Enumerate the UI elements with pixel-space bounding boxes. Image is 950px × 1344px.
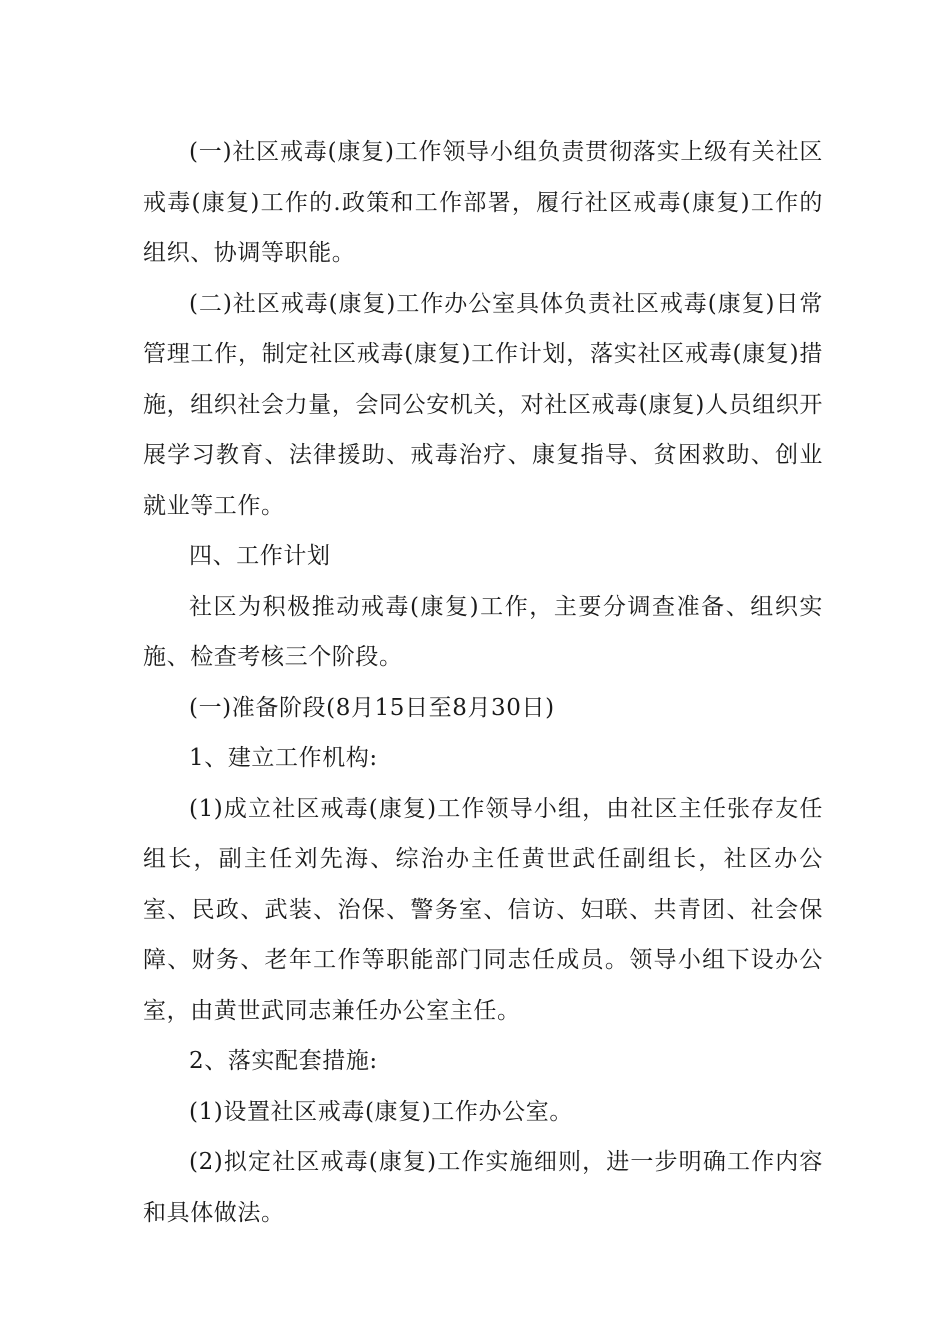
item-establish-organization: 1、建立工作机构: — [189, 745, 378, 771]
measure-set-up-office: (1)设置社区戒毒(康复)工作办公室。 — [189, 1098, 573, 1125]
document-body — [143, 127, 823, 1238]
paragraph-leading-group-members: (1)成立社区戒毒(康复)工作领导小组，由社区主任张存友任组长，副主任刘先海、综治办主任黄世武任副组长，社区办公室、民政、武装、治保、警务室、信访、妇联、共青团、社会保障、财务、老年工作等职能部门同志任成员。领导小组下设办公室，由黄世武同志兼任办公室主任。 — [143, 795, 823, 1024]
measure-draft-rules: (2)拟定社区戒毒(康复)工作实施细则，进一步明确工作内容和具体做法。 — [143, 1149, 823, 1226]
item-supporting-measures: 2、落实配套措施: — [189, 1048, 378, 1074]
section-heading-work-plan: 四、工作计划 — [189, 543, 331, 569]
paragraph-office-duties: (二)社区戒毒(康复)工作办公室具体负责社区戒毒(康复)日常管理工作，制定社区戒毒(康复)工作计划，落实社区戒毒(康复)措施，组织社会力量，会同公安机关，对社区戒毒(康复)人员组织开展学习教育、法律援助、戒毒治疗、康复指导、贫困救助、创业就业等工作。 — [143, 290, 823, 519]
subheading-preparation-stage: (一)准备阶段(8月15日至8月30日) — [189, 694, 555, 721]
paragraph-leading-group-duties: (一)社区戒毒(康复)工作领导小组负责贯彻落实上级有关社区戒毒(康复)工作的.政策和工作部署，履行社区戒毒(康复)工作的组织、协调等职能。 — [143, 139, 823, 266]
paragraph-plan-stages: 社区为积极推动戒毒(康复)工作，主要分调查准备、组织实施、检查考核三个阶段。 — [143, 593, 823, 670]
